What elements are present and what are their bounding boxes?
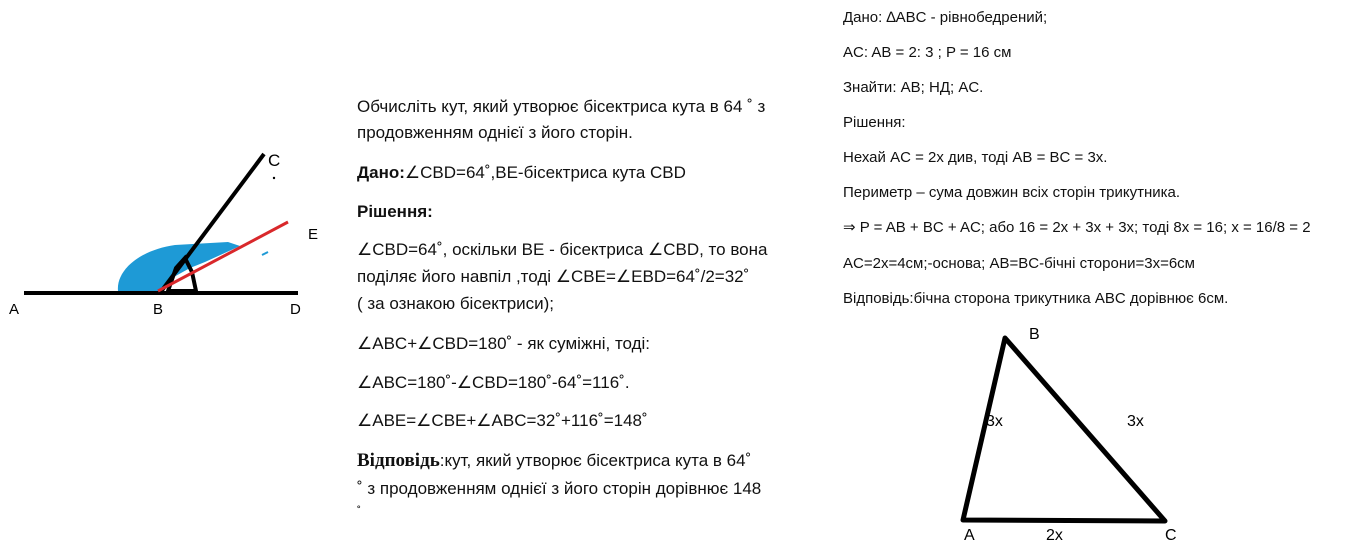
point-c-dot	[273, 177, 275, 179]
triangle-label-A: A	[964, 527, 975, 544]
right-line-4: Рішення:	[843, 114, 906, 131]
solution-step-3: ∠ABC=180˚-∠CBD=180˚-64˚=116˚.	[357, 373, 630, 392]
problem-line-1: Обчисліть кут, який утворює бісектриса кута в 64 ˚ з	[357, 97, 766, 116]
right-line-5: Нехай AC = 2x див, тоді AB = BC = 3x.	[843, 149, 1108, 166]
answer-label: Відповідь	[357, 450, 440, 471]
right-line-8: AC=2x=4см;-основа; AB=BC-бічні сторони=3x=6см	[843, 255, 1195, 272]
triangle-label-C: C	[1165, 527, 1177, 544]
right-line-6: Периметр – сума довжин всіх сторін трикутника.	[843, 184, 1181, 201]
given-text: ∠CBD=64˚,BE-бісектриса кута CBD	[404, 163, 686, 182]
triangle-figure	[940, 315, 1200, 545]
label-D: D	[290, 301, 301, 318]
right-line-3: Знайти: AB; НД; AC.	[843, 79, 984, 96]
label-C: C	[268, 151, 281, 170]
angle-figure	[0, 0, 340, 545]
triangle-label-B: B	[1029, 326, 1040, 343]
answer-line-2: ˚ з продовженням однієї з його сторін дорівнює 148	[357, 479, 762, 498]
ray-BC	[160, 154, 264, 293]
solution-step-1-line-2: поділяє його навпіл ,тоді ∠CBE=∠EBD=64˚/2=32˚	[357, 267, 750, 286]
given-label: Дано:	[357, 163, 405, 182]
side-label-BC: 3x	[1127, 413, 1144, 430]
answer-text-1: :кут, який утворює бісектриса кута в 64˚	[439, 451, 752, 470]
side-label-AC: 2x	[1046, 527, 1063, 544]
right-line-7: ⇒ P = AB + BC + AC; або 16 = 2x + 3x + 3x; тоді 8x = 16; x = 16/8 = 2	[843, 219, 1311, 236]
right-line-1: Дано: ∆ABC - рівнобедрений;	[843, 9, 1048, 26]
solution-step-2: ∠ABC+∠CBD=180˚ - як суміжні, тоді:	[357, 334, 651, 353]
solution-step-1-line-3: ( за ознакою бісектриси);	[357, 294, 555, 313]
problem-line-2: продовженням однієї з його сторін.	[357, 123, 633, 142]
answer-line-1	[357, 451, 751, 471]
label-B: B	[153, 301, 164, 318]
solution-step-1-line-1: ∠CBD=64˚, оскільки BE - бісектриса ∠CBD, то вона	[357, 240, 768, 259]
label-A: A	[9, 301, 20, 318]
label-E: E	[308, 226, 319, 243]
given-line	[357, 163, 686, 183]
solution-label: Рішення:	[357, 202, 433, 221]
small-blue-tick	[262, 252, 268, 255]
side-label-AB: 3x	[986, 413, 1003, 430]
solution-step-4: ∠ABE=∠CBE+∠ABC=32˚+116˚=148˚	[357, 411, 648, 430]
answer-line-3: ˚	[357, 504, 361, 518]
right-line-2: AC: AB = 2: 3 ; P = 16 см	[843, 44, 1012, 61]
right-line-9: Відповідь:бічна сторона трикутника ABC дорівнює 6см.	[843, 290, 1229, 307]
